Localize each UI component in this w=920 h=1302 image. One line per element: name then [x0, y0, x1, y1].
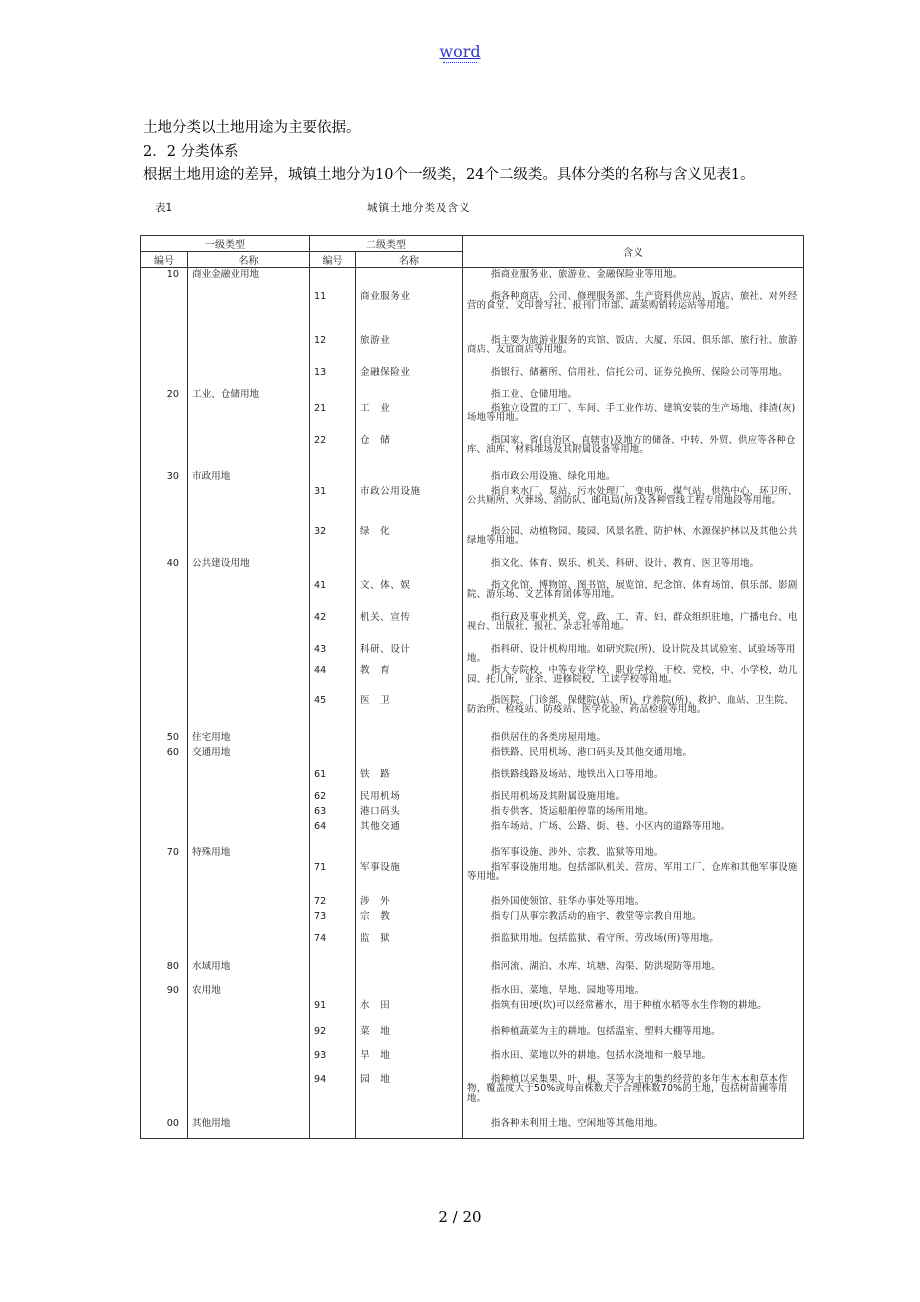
table-body: [141, 268, 804, 1139]
table-row: [141, 999, 804, 1025]
meaning-cell: 指车场站、广场、公路、街、巷、小区内的道路等用地。: [463, 820, 804, 846]
level2-code-cell: 13: [310, 366, 356, 388]
meaning-cell: 指银行、储蓄所、信用社、信托公司、证券兑换所、保险公司等用地。: [463, 366, 804, 388]
table-row: [141, 746, 804, 768]
level1-code-cell: 40: [141, 557, 188, 579]
level1-code-cell: [141, 999, 188, 1025]
level2-code-cell: 94: [310, 1073, 356, 1117]
level2-code-cell: 72: [310, 895, 356, 910]
level2-code-cell: 42: [310, 611, 356, 643]
table-row: [141, 485, 804, 525]
header-level1-type: 一级类型: [141, 236, 310, 252]
meaning-cell: 指公园、动植物园、陵园、风景名胜、防护林、水源保护林以及其他公共绿地等用地。: [463, 525, 804, 557]
level1-name-cell: 公共建设用地: [188, 557, 310, 579]
table-row: [141, 1117, 804, 1139]
level2-code-cell: 32: [310, 525, 356, 557]
meaning-cell: 指监狱用地。包括监狱、看守所、劳改场(所)等用地。: [463, 932, 804, 960]
level1-name-cell: [188, 999, 310, 1025]
table-row: [141, 290, 804, 334]
level2-code-cell: [310, 557, 356, 579]
level2-name-cell: 宗 教: [356, 910, 463, 932]
level1-code-cell: [141, 485, 188, 525]
level2-name-cell: 文、体、娱: [356, 579, 463, 611]
level2-name-cell: [356, 557, 463, 579]
meaning-cell: 指医院、门诊部、保健院(站、所)、疗养院(所)、救护、血站、卫生院、防治所、检疫站、防疫站、医学化验、药品检验等用地。: [463, 694, 804, 731]
meaning-cell: 指铁路、民用机场、港口码头及其他交通用地。: [463, 746, 804, 768]
level2-name-cell: [356, 268, 463, 290]
level2-name-cell: [356, 731, 463, 746]
level1-code-cell: [141, 1025, 188, 1049]
meaning-cell: 指工业、仓储用地。: [463, 388, 804, 402]
table-row: [141, 334, 804, 366]
land-classification-table: [140, 235, 804, 1139]
level1-code-cell: 80: [141, 960, 188, 984]
table-row: [141, 1049, 804, 1073]
level2-code-cell: 43: [310, 643, 356, 664]
table-row: [141, 694, 804, 731]
level2-code-cell: 11: [310, 290, 356, 334]
level2-name-cell: [356, 846, 463, 861]
table-row: [141, 470, 804, 485]
level2-code-cell: 64: [310, 820, 356, 846]
level1-code-cell: [141, 579, 188, 611]
level1-name-cell: 市政用地: [188, 470, 310, 485]
level1-code-cell: [141, 366, 188, 388]
table-row: [141, 579, 804, 611]
level2-code-cell: 92: [310, 1025, 356, 1049]
paragraph-classification-intro: 根据土地用途的差异，城镇土地分为10个一级类，24个二级类。具体分类的名称与含义见表1。: [143, 167, 755, 183]
level1-code-cell: [141, 402, 188, 434]
meaning-cell: 指铁路线路及场站、地铁出入口等用地。: [463, 768, 804, 790]
table-row: [141, 611, 804, 643]
header-level2-code: 编号: [310, 252, 356, 268]
table-row: [141, 910, 804, 932]
level2-name-cell: 教 育: [356, 664, 463, 694]
level2-name-cell: [356, 1117, 463, 1139]
level1-code-cell: [141, 1073, 188, 1117]
level2-name-cell: [356, 984, 463, 999]
level1-name-cell: [188, 611, 310, 643]
level1-code-cell: [141, 1049, 188, 1073]
level2-code-cell: [310, 731, 356, 746]
level2-code-cell: 12: [310, 334, 356, 366]
table-row: [141, 402, 804, 434]
level2-code-cell: [310, 746, 356, 768]
level2-code-cell: 62: [310, 790, 356, 805]
level1-code-cell: [141, 805, 188, 820]
meaning-cell: 指自来水厂、泵站、污水处理厂、变电所、煤气站、供热中心、环卫所、公共厕所、火葬场、消防队、邮电局(所)及各种管线工程专用地段等用地。: [463, 485, 804, 525]
level2-name-cell: [356, 746, 463, 768]
level2-name-cell: 铁 路: [356, 768, 463, 790]
table-row: [141, 664, 804, 694]
table-row: [141, 820, 804, 846]
level2-name-cell: 园 地: [356, 1073, 463, 1117]
level2-code-cell: [310, 960, 356, 984]
level2-name-cell: 机关、宣传: [356, 611, 463, 643]
level1-name-cell: 住宅用地: [188, 731, 310, 746]
level1-code-cell: 00: [141, 1117, 188, 1139]
header-meaning: 含义: [463, 236, 804, 268]
level1-code-cell: [141, 895, 188, 910]
meaning-cell: 指各种商店、公司、修理服务部、生产资料供应站、饭店、旅社、对外经营的食堂、文印誊写社、报刊门市部、蔬菜购销转运站等用地。: [463, 290, 804, 334]
level1-name-cell: [188, 402, 310, 434]
level2-name-cell: 金融保险业: [356, 366, 463, 388]
level1-code-cell: 70: [141, 846, 188, 861]
level2-name-cell: 其他交通: [356, 820, 463, 846]
level1-code-cell: [141, 820, 188, 846]
table-row: [141, 895, 804, 910]
level1-code-cell: [141, 290, 188, 334]
level2-name-cell: 医 卫: [356, 694, 463, 731]
table-row: [141, 805, 804, 820]
meaning-cell: 指独立设置的工厂、车间、手工业作坊、建筑安装的生产场地、排渣(灰)场地等用地。: [463, 402, 804, 434]
table-row: [141, 768, 804, 790]
level1-name-cell: [188, 1049, 310, 1073]
level1-code-cell: 10: [141, 268, 188, 290]
header-level2-name: 名称: [356, 252, 463, 268]
level2-code-cell: 44: [310, 664, 356, 694]
level1-name-cell: [188, 290, 310, 334]
level2-name-cell: [356, 470, 463, 485]
scanned-table-image: [137, 196, 817, 1152]
level2-name-cell: 菜 地: [356, 1025, 463, 1049]
table-row: [141, 268, 804, 290]
level1-name-cell: [188, 664, 310, 694]
level2-name-cell: 工 业: [356, 402, 463, 434]
level1-code-cell: [141, 334, 188, 366]
level1-name-cell: [188, 768, 310, 790]
level1-name-cell: 商业金融业用地: [188, 268, 310, 290]
table-row: [141, 1025, 804, 1049]
level1-code-cell: 90: [141, 984, 188, 999]
level1-name-cell: [188, 910, 310, 932]
level1-name-cell: [188, 895, 310, 910]
level1-code-cell: [141, 664, 188, 694]
level2-name-cell: 港口码头: [356, 805, 463, 820]
level1-name-cell: [188, 861, 310, 895]
level1-code-cell: [141, 768, 188, 790]
level1-name-cell: [188, 805, 310, 820]
level1-name-cell: [188, 366, 310, 388]
paragraph-classification-basis: 土地分类以土地用途为主要依据。: [143, 120, 361, 136]
meaning-cell: 指筑有田埂(坎)可以经常蓄水，用于种植水稻等水生作物的耕地。: [463, 999, 804, 1025]
meaning-cell: 指市政公用设施、绿化用地。: [463, 470, 804, 485]
meaning-cell: 指专供客、货运船舶停靠的场所用地。: [463, 805, 804, 820]
level2-code-cell: 91: [310, 999, 356, 1025]
level2-name-cell: 旱 地: [356, 1049, 463, 1073]
level2-name-cell: 水 田: [356, 999, 463, 1025]
meaning-cell: 指水田、菜地以外的耕地。包括水浇地和一般旱地。: [463, 1049, 804, 1073]
level2-name-cell: 军事设施: [356, 861, 463, 895]
meaning-cell: 指主要为旅游业服务的宾馆、饭店、大厦、乐园、俱乐部、旅行社、旅游商店、友谊商店等用地。: [463, 334, 804, 366]
level2-code-cell: 71: [310, 861, 356, 895]
level1-name-cell: [188, 790, 310, 805]
header-link[interactable]: word: [0, 42, 920, 63]
level1-name-cell: [188, 932, 310, 960]
level1-name-cell: 特殊用地: [188, 846, 310, 861]
level2-name-cell: 市政公用设施: [356, 485, 463, 525]
meaning-cell: 指文化、体育、娱乐、机关、科研、设计、教育、医卫等用地。: [463, 557, 804, 579]
level2-code-cell: 93: [310, 1049, 356, 1073]
meaning-cell: 指大专院校、中等专业学校、职业学校、干校、党校，中、小学校，幼儿园、托儿所，业余、进修院校，工读学校等用地。: [463, 664, 804, 694]
table-row: [141, 525, 804, 557]
level1-name-cell: [188, 694, 310, 731]
level1-code-cell: [141, 910, 188, 932]
page-number: 2 / 20: [438, 1208, 482, 1226]
table-row: [141, 932, 804, 960]
meaning-cell: 指军事设施用地。包括部队机关、营房、军用工厂、仓库和其他军事设施等用地。: [463, 861, 804, 895]
level2-code-cell: [310, 846, 356, 861]
meaning-cell: 指科研、设计机构用地。如研究院(所)、设计院及其试验室、试验场等用地。: [463, 643, 804, 664]
header-level1-name: 名称: [188, 252, 310, 268]
level1-name-cell: [188, 525, 310, 557]
table-label: 表1: [155, 202, 173, 214]
meaning-cell: 指国家、省(自治区、直辖市)及地方的储备、中转、外贸、供应等各种仓库、油库、材料堆场及其附属设备等用地。: [463, 434, 804, 470]
meaning-cell: 指供居住的各类房屋用地。: [463, 731, 804, 746]
level2-name-cell: 监 狱: [356, 932, 463, 960]
level1-code-cell: [141, 643, 188, 664]
level1-code-cell: [141, 694, 188, 731]
level1-name-cell: [188, 434, 310, 470]
level2-code-cell: [310, 268, 356, 290]
level1-name-cell: [188, 579, 310, 611]
table-title: 城镇土地分类及含义: [367, 202, 471, 214]
table-row: [141, 366, 804, 388]
level2-code-cell: 73: [310, 910, 356, 932]
level2-name-cell: 民用机场: [356, 790, 463, 805]
meaning-cell: 指水田、菜地、旱地、园地等用地。: [463, 984, 804, 999]
table-row: [141, 846, 804, 861]
table-row: [141, 557, 804, 579]
meaning-cell: 指行政及事业机关，党、政、工、青、妇、群众组织驻地，广播电台、电视台、出版社、报社、杂志社等用地。: [463, 611, 804, 643]
meaning-cell: 指种植蔬菜为主的耕地。包括温室、塑料大棚等用地。: [463, 1025, 804, 1049]
level1-name-cell: 农用地: [188, 984, 310, 999]
level1-code-cell: [141, 611, 188, 643]
table-row: [141, 731, 804, 746]
level2-code-cell: [310, 1117, 356, 1139]
meaning-cell: 指各种未利用土地、空闲地等其他用地。: [463, 1117, 804, 1139]
level2-name-cell: [356, 388, 463, 402]
header-level2-type: 二级类型: [310, 236, 463, 252]
level1-code-cell: [141, 790, 188, 805]
level1-code-cell: 20: [141, 388, 188, 402]
section-heading-classification-system: 2．2 分类体系: [143, 144, 239, 160]
level1-code-cell: [141, 525, 188, 557]
level1-name-cell: [188, 820, 310, 846]
level2-code-cell: 41: [310, 579, 356, 611]
meaning-cell: 指文化馆、博物馆、图书馆、展览馆、纪念馆、体育场馆、俱乐部、影剧院、游乐场、文艺体育团体等用地。: [463, 579, 804, 611]
level2-code-cell: 22: [310, 434, 356, 470]
level2-code-cell: 31: [310, 485, 356, 525]
meaning-cell: 指专门从事宗教活动的庙宇、教堂等宗教自用地。: [463, 910, 804, 932]
table-row: [141, 1073, 804, 1117]
table-row: [141, 790, 804, 805]
level2-code-cell: 45: [310, 694, 356, 731]
table-row: [141, 984, 804, 999]
level2-name-cell: 仓 储: [356, 434, 463, 470]
level1-name-cell: 交通用地: [188, 746, 310, 768]
level2-name-cell: 商业服务业: [356, 290, 463, 334]
level2-name-cell: 科研、设计: [356, 643, 463, 664]
level1-name-cell: [188, 485, 310, 525]
level1-code-cell: 50: [141, 731, 188, 746]
level1-code-cell: [141, 434, 188, 470]
level1-code-cell: 30: [141, 470, 188, 485]
level1-code-cell: [141, 932, 188, 960]
level1-code-cell: 60: [141, 746, 188, 768]
level1-name-cell: 其他用地: [188, 1117, 310, 1139]
level2-code-cell: [310, 388, 356, 402]
level1-name-cell: 水域用地: [188, 960, 310, 984]
level1-name-cell: [188, 643, 310, 664]
level1-name-cell: [188, 1073, 310, 1117]
level2-code-cell: 74: [310, 932, 356, 960]
meaning-cell: 指种植以采集果、叶、根、茎等为主的集约经营的多年生木本和草本作物，覆盖度大于50%或每亩株数大于合理株数70%的土地，包括树苗圃等用地。: [463, 1073, 804, 1117]
meaning-cell: 指外国使领馆、驻华办事处等用地。: [463, 895, 804, 910]
table-row: [141, 861, 804, 895]
level2-name-cell: 旅游业: [356, 334, 463, 366]
meaning-cell: 指河流、湖泊、水库、坑塘、沟渠、防洪堤防等用地。: [463, 960, 804, 984]
level2-code-cell: 61: [310, 768, 356, 790]
table-row: [141, 643, 804, 664]
table-row: [141, 434, 804, 470]
level2-code-cell: [310, 470, 356, 485]
level2-code-cell: 63: [310, 805, 356, 820]
level2-name-cell: [356, 960, 463, 984]
table-row: [141, 960, 804, 984]
level2-name-cell: 绿 化: [356, 525, 463, 557]
meaning-cell: 指商业服务业、旅游业、金融保险业等用地。: [463, 268, 804, 290]
level2-code-cell: [310, 984, 356, 999]
level2-name-cell: 涉 外: [356, 895, 463, 910]
level1-name-cell: [188, 334, 310, 366]
meaning-cell: 指民用机场及其附属设施用地。: [463, 790, 804, 805]
level1-code-cell: [141, 861, 188, 895]
level1-name-cell: [188, 1025, 310, 1049]
header-level1-code: 编号: [141, 252, 188, 268]
meaning-cell: 指军事设施、涉外、宗教、监狱等用地。: [463, 846, 804, 861]
table-row: [141, 388, 804, 402]
level2-code-cell: 21: [310, 402, 356, 434]
level1-name-cell: 工业、仓储用地: [188, 388, 310, 402]
